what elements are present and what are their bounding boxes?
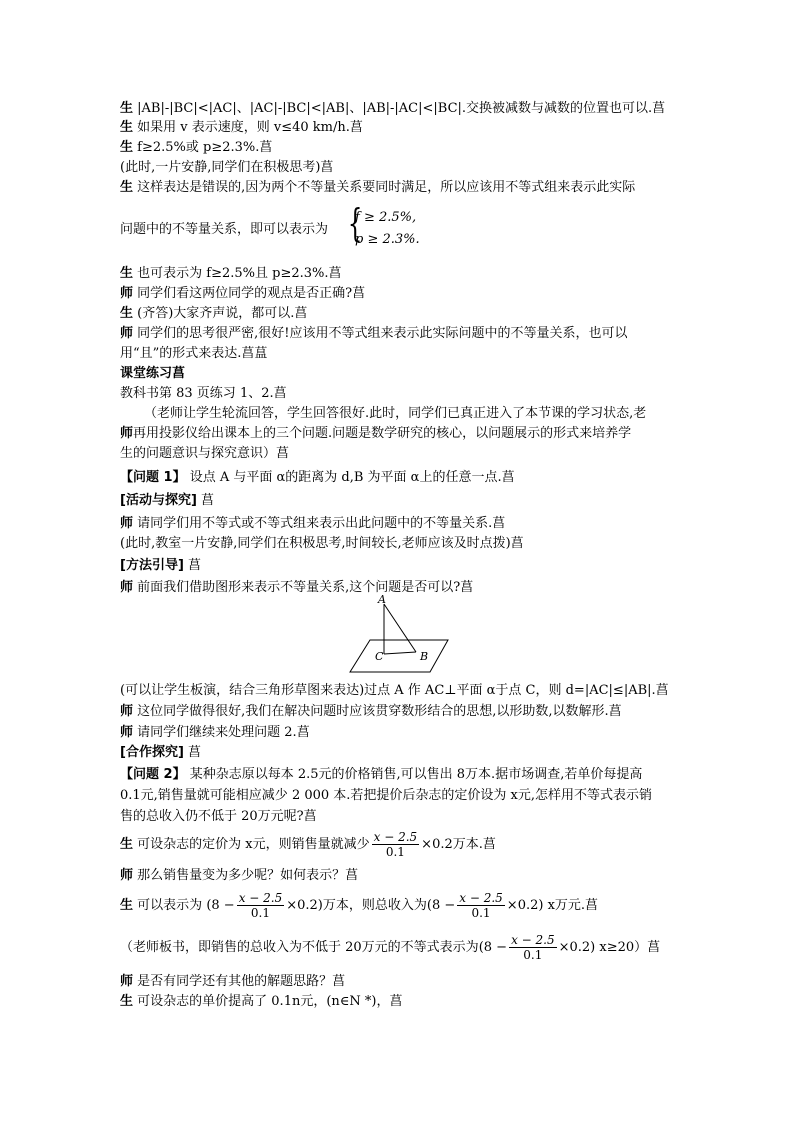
line-text: 这位同学做得很好,我们在解决问题时应该贯穿数形结合的思想,以形助数,以数解形.菖	[137, 704, 622, 719]
speaker-label: 师	[120, 286, 134, 301]
line-text: 再用投影仪给出课本上的三个问题.问题是数学研究的核心，以问题展示的形式来培养学	[133, 426, 632, 441]
speaker-label: 生	[120, 994, 134, 1009]
line-text: 菖	[188, 745, 202, 760]
line-text: ×0.2万本.菖	[421, 837, 496, 852]
segment-CB	[384, 652, 416, 654]
section-tag: [合作探究]	[120, 745, 184, 760]
line-text: 前面我们借助图形来表示不等量关系,这个问题是否可以?菖	[137, 580, 474, 595]
text-line	[120, 158, 333, 177]
line-text: 那么销售量变为多少呢？如何表示？菖	[137, 868, 359, 883]
fraction-numerator: x − 2.5	[373, 830, 418, 844]
text-line	[120, 786, 652, 805]
text-line	[120, 491, 214, 510]
fraction-numerator: x − 2.5	[238, 891, 283, 905]
speaker-label: 师	[120, 725, 134, 740]
fraction-denominator: 0.1	[523, 948, 543, 962]
line-text: (齐答)大家齐声说，都可以.菖	[137, 306, 308, 321]
line-text: 菖	[188, 558, 202, 573]
text-line	[120, 828, 496, 862]
text-line	[120, 220, 328, 239]
line-text: 可以表示为	[137, 898, 203, 913]
fraction-denominator: 0.1	[250, 906, 270, 920]
text-line	[120, 702, 622, 721]
text-line	[120, 284, 365, 303]
speaker-label: 生	[120, 120, 134, 135]
text-line	[120, 930, 660, 966]
text-line	[120, 324, 628, 343]
speaker-label: 师	[120, 868, 134, 883]
speaker-label: 生	[120, 837, 134, 852]
section-tag: [方法引导]	[120, 558, 184, 573]
line-text: (8 −	[478, 940, 508, 955]
text-line	[120, 138, 272, 157]
fraction-numerator: x − 2.5	[511, 933, 555, 947]
line-text: (8 −	[206, 898, 235, 913]
label-A: A	[378, 594, 386, 606]
line-text: (此时,一片安静,同学们在积极思考)菖	[120, 160, 334, 175]
text-line	[120, 765, 642, 784]
line-text: ×0.2) x万元.菖	[506, 898, 599, 913]
speaker-label: 生	[120, 180, 134, 195]
fraction-denominator: 0.1	[385, 845, 405, 859]
text-line	[120, 514, 505, 533]
speaker-label: 师	[120, 974, 134, 989]
segment-AB	[384, 604, 416, 652]
system-row: f ≥ 2.5%,	[355, 210, 417, 225]
text-line	[120, 866, 358, 885]
line-text: ×0.2) x≥20）菖	[558, 940, 661, 955]
speaker-label: 师	[120, 326, 134, 341]
fraction-denominator: 0.1	[471, 906, 491, 920]
line-text: 某种杂志原以每本 2.5元的价格销售,可以售出 8万本.据市场调查,若单价每提高	[189, 767, 643, 782]
fraction	[372, 830, 420, 859]
section-heading: 课堂练习菖	[120, 366, 186, 381]
label-B: B	[420, 650, 429, 663]
line-text: (8 −	[426, 898, 456, 913]
text-line	[120, 681, 669, 700]
speaker-label: 师	[120, 516, 134, 531]
line-text: 同学们看这两位同学的观点是否正确?菖	[137, 286, 366, 301]
speaker-label: 生	[120, 140, 134, 155]
text-line	[120, 468, 515, 487]
line-text: |AB|-|BC|<|AC|、|AC|-|BC|<|AB|、|AB|-|AC|<|BC|.交换被减数与减数的位置也可以.菖	[137, 101, 666, 116]
fraction	[457, 891, 505, 920]
line-text: f≥2.5%或 p≥2.3%.菖	[137, 140, 273, 155]
line-text: 请同学们继续来处理问题 2.菖	[137, 725, 310, 740]
text-line	[120, 534, 524, 553]
line-text: 是否有同学还有其他的解题思路？菖	[137, 974, 346, 989]
speaker-label: 生	[120, 898, 134, 913]
text-line	[144, 404, 646, 423]
line-text: 这样表达是错误的,因为两个不等量关系要同时满足，所以应该用不等式组来表示此实际	[137, 180, 636, 195]
geometry-figure	[340, 594, 460, 680]
line-text: 同学们的思考很严密,很好!应该用不等式组来表示此实际问题中的不等量关系，也可以	[137, 326, 628, 341]
plane-alpha	[350, 640, 448, 672]
fraction-numerator: x − 2.5	[459, 891, 503, 905]
fraction	[509, 933, 557, 962]
text-line	[120, 178, 635, 197]
system-row: p ≥ 2.3%.	[355, 232, 420, 247]
problem-tag: 【问题 1】	[120, 470, 186, 485]
section-tag: [活动与探究]	[120, 493, 197, 508]
left-brace: {	[347, 201, 363, 245]
speaker-label: 生	[120, 266, 134, 281]
speaker-label: 师	[120, 704, 134, 719]
line-text: 请同学们用不等式或不等式组来表示出此问题中的不等量关系.菖	[137, 516, 506, 531]
line-text: (此时,教室一片安静,同学们在积极思考,时间较长,老师应该及时点拨)菖	[120, 536, 524, 551]
line-text: 生的问题意识与探究意识）菖	[120, 446, 290, 461]
line-text: 可设杂志的单价提高了 0.1n元，(n∈N *)，菖	[137, 994, 403, 1009]
line-text: 可设杂志的定价为 x元，则销售量就减少	[137, 837, 370, 852]
line-text: 问题中的不等量关系，即可以表示为	[120, 222, 329, 237]
speaker-label: 师	[120, 580, 134, 595]
speaker-label: 师	[120, 426, 134, 441]
line-text: (可以让学生板演，结合三角形草图来表达)过点 A 作 AC⊥平面 α于点 C，则 d=|AC|≤|AB|.菖	[120, 683, 669, 698]
text-line	[120, 99, 665, 118]
inequality-system	[343, 201, 443, 250]
line-text: 0.1元,销售量就可能相应减少 2 000 本.若把提价后杂志的定价设为 x元,怎样用不等式表示销	[120, 788, 653, 803]
label-C: C	[375, 650, 384, 663]
line-text: 教科书第 83 页练习 1、2.菖	[120, 386, 287, 401]
text-line	[120, 344, 267, 363]
text-line	[120, 556, 201, 575]
text-line	[120, 807, 317, 826]
text-line	[120, 384, 287, 403]
line-text: 也可表示为 f≥2.5%且 p≥2.3%.菖	[137, 266, 342, 281]
line-text: （老师板书，即销售的总收入为不低于 20万元的不等式表示为	[120, 940, 479, 955]
line-text: 如果用 v 表示速度，则 v≤40 km/h.菖	[137, 120, 363, 135]
line-text: 菖	[201, 493, 215, 508]
text-line	[120, 972, 345, 991]
text-line	[120, 723, 310, 742]
fraction	[237, 891, 285, 920]
text-line	[120, 304, 307, 323]
line-text: 设点 A 与平面 α的距离为 d,B 为平面 α上的任意一点.菖	[189, 470, 515, 485]
text-line	[120, 888, 598, 924]
text-line	[120, 424, 631, 443]
line-text: 用“且”的形式来表达.菖蒀	[120, 346, 268, 361]
text-line	[120, 743, 201, 762]
text-line	[120, 444, 289, 463]
line-text: 售的总收入仍不低于 20万元呢?菖	[120, 809, 317, 824]
problem-tag: 【问题 2】	[120, 767, 186, 782]
line-text: （老师让学生轮流回答，学生回答很好.此时，同学们已真正进入了本节课的学习状态,老	[144, 406, 647, 421]
text-line	[120, 118, 363, 137]
speaker-label: 生	[120, 101, 134, 116]
text-line	[120, 264, 342, 283]
speaker-label: 生	[120, 306, 134, 321]
text-line	[120, 992, 402, 1011]
line-text: ×0.2)万本，则总收入为	[286, 898, 427, 913]
